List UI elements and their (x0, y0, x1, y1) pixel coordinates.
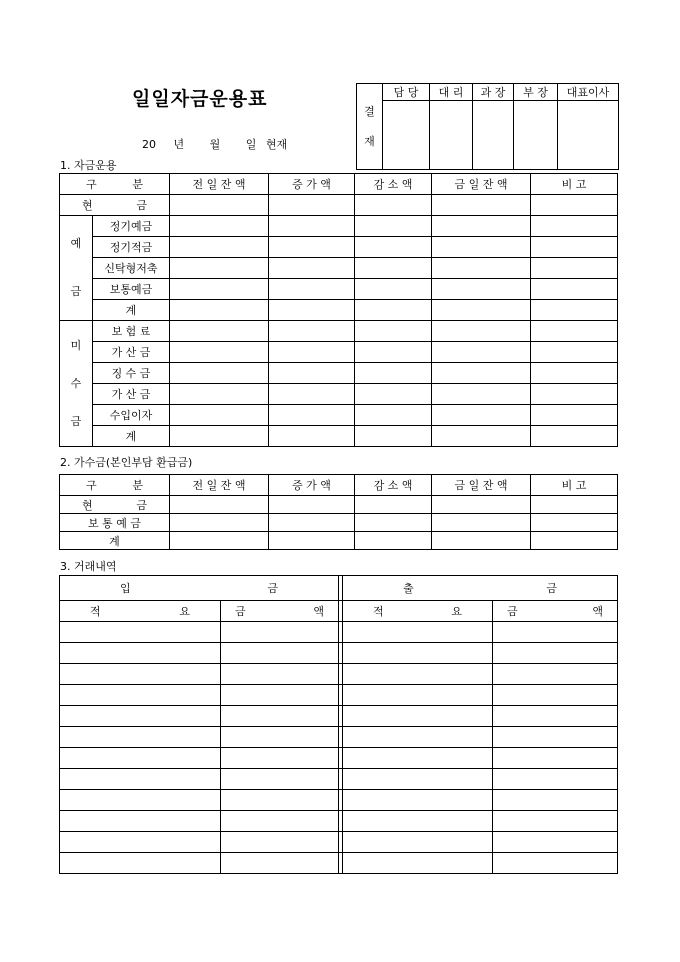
cell[interactable] (269, 363, 355, 384)
cell[interactable] (170, 237, 269, 258)
expense-desc-cell[interactable] (343, 811, 493, 832)
income-amount-cell[interactable] (221, 622, 339, 643)
expense-desc-cell[interactable] (343, 706, 493, 727)
cell[interactable] (355, 405, 432, 426)
cell[interactable] (269, 514, 355, 532)
expense-header: 출 금 (343, 576, 618, 601)
cell[interactable] (432, 384, 531, 405)
cell[interactable] (269, 405, 355, 426)
income-desc-cell[interactable] (60, 790, 221, 811)
cell[interactable] (269, 342, 355, 363)
cell[interactable] (269, 237, 355, 258)
expense-desc-cell[interactable] (343, 748, 493, 769)
role-section-chief: 과 장 (473, 84, 514, 101)
income-amount-cell[interactable] (221, 685, 339, 706)
cell[interactable] (269, 195, 355, 216)
expense-amount-cell[interactable] (493, 832, 618, 853)
cell[interactable] (269, 258, 355, 279)
col-header-prev: 전 일 잔 액 (170, 174, 269, 195)
row-label: 보통예금 (93, 279, 170, 300)
row-label-total: 계 (93, 300, 170, 321)
transaction-row (60, 853, 618, 874)
col-header-today: 금 일 잔 액 (432, 174, 531, 195)
sign-box[interactable] (473, 101, 514, 170)
transaction-row (60, 769, 618, 790)
cell[interactable] (355, 321, 432, 342)
cell[interactable] (170, 279, 269, 300)
expense-desc-cell[interactable] (343, 769, 493, 790)
receivable-label-top: 미 (70, 338, 82, 352)
income-desc-cell[interactable] (60, 622, 221, 643)
transaction-row (60, 706, 618, 727)
approval-label (357, 84, 383, 170)
cell[interactable] (170, 384, 269, 405)
income-desc-cell[interactable] (60, 664, 221, 685)
row-label: 신탁형저축 (93, 258, 170, 279)
cell[interactable] (269, 216, 355, 237)
cell[interactable] (531, 321, 618, 342)
expense-desc-cell[interactable] (343, 622, 493, 643)
month-label: 월 (209, 138, 221, 151)
expense-amount-cell[interactable] (493, 622, 618, 643)
cell[interactable] (432, 405, 531, 426)
row-cash: 현 금 (60, 195, 170, 216)
col-header-gubun: 구 분 (60, 174, 170, 195)
cell[interactable] (355, 496, 432, 514)
income-amount-cell[interactable] (221, 643, 339, 664)
expense-desc-cell[interactable] (343, 685, 493, 706)
cell[interactable] (170, 195, 269, 216)
col-header-prev: 전 일 잔 액 (170, 475, 269, 496)
col-header-gubun: 구 분 (60, 475, 170, 496)
income-amount-cell[interactable] (221, 811, 339, 832)
col-header-inc: 증 가 액 (269, 174, 355, 195)
cell[interactable] (269, 532, 355, 550)
cell[interactable] (355, 342, 432, 363)
cell[interactable] (170, 342, 269, 363)
col-header-note: 비 고 (531, 475, 618, 496)
transaction-row (60, 727, 618, 748)
cell[interactable] (170, 300, 269, 321)
col-header-note: 비 고 (531, 174, 618, 195)
cell[interactable] (170, 363, 269, 384)
date-line (142, 136, 287, 152)
cell[interactable] (531, 363, 618, 384)
expense-amount-cell[interactable] (493, 748, 618, 769)
approval-label-bottom: 재 (364, 134, 375, 148)
expense-desc-cell[interactable] (343, 853, 493, 874)
suspense-table (59, 474, 618, 550)
income-amount-header: 금 액 (221, 601, 339, 622)
cell[interactable] (355, 258, 432, 279)
form-title: 일일자금운용표 (132, 88, 268, 110)
cell[interactable] (432, 279, 531, 300)
cell[interactable] (269, 496, 355, 514)
transaction-row (60, 664, 618, 685)
row-label-total: 계 (60, 532, 170, 550)
cell[interactable] (531, 237, 618, 258)
expense-amount-cell[interactable] (493, 706, 618, 727)
cell[interactable] (170, 426, 269, 447)
income-desc-cell[interactable] (60, 727, 221, 748)
role-manager: 담 당 (383, 84, 430, 101)
cell[interactable] (432, 532, 531, 550)
cell[interactable] (432, 195, 531, 216)
role-deputy: 대 리 (430, 84, 473, 101)
expense-desc-cell[interactable] (343, 643, 493, 664)
receivable-group-label (60, 321, 93, 447)
cell[interactable] (432, 258, 531, 279)
cell[interactable] (269, 321, 355, 342)
approval-box (356, 83, 619, 170)
cell[interactable] (531, 342, 618, 363)
cell[interactable] (432, 426, 531, 447)
cell[interactable] (531, 258, 618, 279)
deposit-label-bottom: 금 (70, 285, 82, 298)
income-amount-cell[interactable] (221, 769, 339, 790)
expense-amount-cell[interactable] (493, 643, 618, 664)
fund-table (59, 173, 618, 447)
role-ceo: 대표이사 (558, 84, 619, 101)
cell[interactable] (355, 426, 432, 447)
section1-title: 1. 자금운용 (60, 159, 117, 172)
deposit-label-top: 예 (70, 237, 82, 250)
row-label: 정기예금 (93, 216, 170, 237)
cell[interactable] (355, 532, 432, 550)
cell[interactable] (170, 405, 269, 426)
expense-amount-cell[interactable] (493, 811, 618, 832)
expense-desc-cell[interactable] (343, 664, 493, 685)
transaction-row (60, 685, 618, 706)
cell[interactable] (170, 216, 269, 237)
expense-amount-cell[interactable] (493, 727, 618, 748)
cell[interactable] (432, 237, 531, 258)
row-label: 보 통 예 금 (60, 514, 170, 532)
cell[interactable] (432, 300, 531, 321)
day-label: 일 (245, 138, 257, 151)
expense-amount-header: 금 액 (493, 601, 618, 622)
cell[interactable] (432, 342, 531, 363)
cell[interactable] (531, 279, 618, 300)
income-header: 입 금 (60, 576, 339, 601)
section2-title: 2. 가수금(본인부담 환급금) (60, 456, 193, 469)
expense-amount-cell[interactable] (493, 685, 618, 706)
cell[interactable] (531, 384, 618, 405)
expense-amount-cell[interactable] (493, 769, 618, 790)
cell[interactable] (531, 426, 618, 447)
cell[interactable] (531, 300, 618, 321)
cell[interactable] (432, 514, 531, 532)
cell[interactable] (432, 496, 531, 514)
income-amount-cell[interactable] (221, 664, 339, 685)
cell[interactable] (355, 384, 432, 405)
expense-desc-cell[interactable] (343, 727, 493, 748)
cell[interactable] (355, 363, 432, 384)
expense-amount-cell[interactable] (493, 664, 618, 685)
income-amount-cell[interactable] (221, 853, 339, 874)
col-header-dec: 감 소 액 (355, 174, 432, 195)
cell[interactable] (531, 195, 618, 216)
cell[interactable] (269, 384, 355, 405)
row-label: 수입이자 (93, 405, 170, 426)
income-desc-header: 적 요 (60, 601, 221, 622)
col-header-dec: 감 소 액 (355, 475, 432, 496)
income-desc-cell[interactable] (60, 748, 221, 769)
as-of-label: 현재 (265, 138, 288, 151)
cell[interactable] (269, 279, 355, 300)
income-desc-cell[interactable] (60, 853, 221, 874)
transaction-row (60, 622, 618, 643)
transaction-row (60, 832, 618, 853)
receivable-label-bottom: 금 (70, 414, 82, 428)
expense-desc-cell[interactable] (343, 790, 493, 811)
cell[interactable] (432, 321, 531, 342)
cell[interactable] (269, 300, 355, 321)
col-header-today: 금 일 잔 액 (432, 475, 531, 496)
sign-box[interactable] (514, 101, 558, 170)
cell[interactable] (355, 300, 432, 321)
income-desc-cell[interactable] (60, 832, 221, 853)
income-desc-cell[interactable] (60, 685, 221, 706)
income-amount-cell[interactable] (221, 727, 339, 748)
cell[interactable] (355, 514, 432, 532)
cell[interactable] (531, 532, 618, 550)
transaction-row (60, 811, 618, 832)
row-label: 징 수 금 (93, 363, 170, 384)
income-desc-cell[interactable] (60, 769, 221, 790)
income-desc-cell[interactable] (60, 643, 221, 664)
receivable-label-middle: 수 (70, 376, 82, 390)
cell[interactable] (170, 258, 269, 279)
cell[interactable] (432, 363, 531, 384)
cell[interactable] (269, 426, 355, 447)
cell[interactable] (170, 514, 269, 532)
row-label-total: 계 (93, 426, 170, 447)
expense-desc-header: 적 요 (343, 601, 493, 622)
row-label: 가 산 금 (93, 342, 170, 363)
cell[interactable] (355, 279, 432, 300)
year-label: 년 (173, 138, 185, 151)
transaction-row (60, 748, 618, 769)
cell[interactable] (432, 216, 531, 237)
sign-box[interactable] (430, 101, 473, 170)
sign-box[interactable] (558, 101, 619, 170)
year-prefix: 20 (142, 138, 156, 151)
cell[interactable] (531, 496, 618, 514)
expense-amount-cell[interactable] (493, 790, 618, 811)
cell[interactable] (170, 532, 269, 550)
deposit-group-label (60, 216, 93, 321)
income-desc-cell[interactable] (60, 706, 221, 727)
expense-amount-cell[interactable] (493, 853, 618, 874)
role-dept-head: 부 장 (514, 84, 558, 101)
sign-box[interactable] (383, 101, 430, 170)
cell[interactable] (170, 496, 269, 514)
income-amount-cell[interactable] (221, 706, 339, 727)
cell[interactable] (531, 405, 618, 426)
cell[interactable] (355, 216, 432, 237)
section3-title: 3. 거래내역 (60, 560, 117, 573)
row-label: 현 금 (60, 496, 170, 514)
income-amount-cell[interactable] (221, 748, 339, 769)
col-header-inc: 증 가 액 (269, 475, 355, 496)
cell[interactable] (355, 195, 432, 216)
cell[interactable] (531, 216, 618, 237)
cell[interactable] (355, 237, 432, 258)
transaction-row (60, 643, 618, 664)
row-label: 정기적금 (93, 237, 170, 258)
cell[interactable] (531, 514, 618, 532)
income-amount-cell[interactable] (221, 790, 339, 811)
income-desc-cell[interactable] (60, 811, 221, 832)
cell[interactable] (170, 321, 269, 342)
transaction-row (60, 790, 618, 811)
expense-desc-cell[interactable] (343, 832, 493, 853)
row-label: 가 산 금 (93, 384, 170, 405)
income-amount-cell[interactable] (221, 832, 339, 853)
approval-label-top: 결 (364, 104, 375, 118)
row-label: 보 험 료 (93, 321, 170, 342)
transaction-table (59, 575, 618, 874)
